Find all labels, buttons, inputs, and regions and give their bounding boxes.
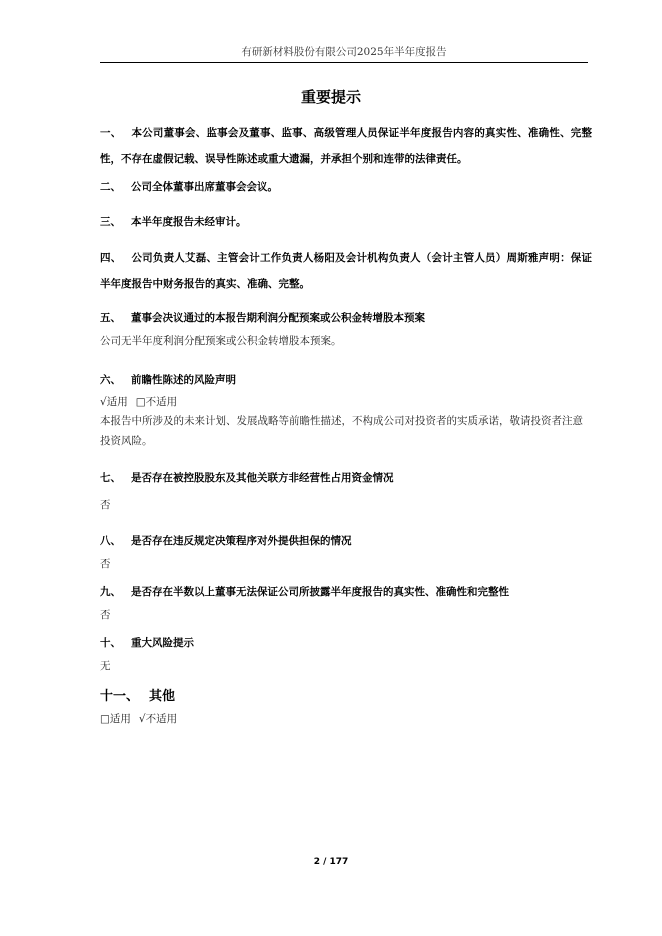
section-number: 四、 xyxy=(100,252,122,264)
header-divider xyxy=(100,62,588,63)
section-body: 否 xyxy=(100,558,111,570)
section-number: 二、 xyxy=(100,181,121,193)
section-text: 其他 xyxy=(149,689,176,704)
applicability-options xyxy=(100,393,592,411)
section-number: 十、 xyxy=(100,637,121,649)
page-title: 重要提示 xyxy=(300,88,361,106)
option-applicable: √适用 xyxy=(100,396,128,408)
section-text: 董事会决议通过的本报告期利润分配预案或公积金转增股本预案 xyxy=(131,312,425,324)
section-2 xyxy=(100,174,592,200)
section-body: 本报告中所涉及的未来计划、发展战略等前瞻性描述，不构成公司对投资者的实质承诺，敬请投资者注意投资风险。 xyxy=(100,415,583,447)
section-text: 是否存在违反规定决策程序对外提供担保的情况 xyxy=(131,535,352,547)
section-10 xyxy=(100,630,592,676)
section-number: 三、 xyxy=(100,216,121,228)
page-number: 2 / 177 xyxy=(313,857,349,867)
section-text: 是否存在被控股股东及其他关联方非经营性占用资金情况 xyxy=(131,472,394,484)
section-text: 前瞻性陈述的风险声明 xyxy=(131,374,236,386)
section-number: 九、 xyxy=(100,586,121,598)
section-number: 六、 xyxy=(100,374,121,386)
section-text: 本半年度报告未经审计。 xyxy=(131,216,247,228)
section-body: 无 xyxy=(100,660,111,672)
section-4 xyxy=(100,245,592,297)
section-number: 五、 xyxy=(100,312,121,324)
option-not-applicable: □不适用 xyxy=(135,396,178,408)
section-9 xyxy=(100,579,592,625)
section-1 xyxy=(100,120,592,172)
section-5 xyxy=(100,305,592,351)
section-3 xyxy=(100,209,592,235)
running-header: 有研新材料股份有限公司2025年半年度报告 xyxy=(241,46,447,58)
section-text: 公司负责人艾磊、主管会计工作负责人杨阳及会计机构负责人（会计主管人员）周斯雅声明：保证半年度报告中财务报告的真实、准确、完整。 xyxy=(100,252,593,290)
section-number: 一、 xyxy=(100,127,122,139)
section-6 xyxy=(100,367,592,451)
section-body: 否 xyxy=(100,499,111,511)
section-text: 公司全体董事出席董事会会议。 xyxy=(131,181,278,193)
section-text: 重大风险提示 xyxy=(131,637,194,649)
applicability-options xyxy=(100,710,592,728)
section-number: 七、 xyxy=(100,472,121,484)
option-not-applicable: √不适用 xyxy=(138,713,178,725)
section-11 xyxy=(100,684,592,728)
section-7 xyxy=(100,465,592,515)
section-text: 是否存在半数以上董事无法保证公司所披露半年度报告的真实性、准确性和完整性 xyxy=(131,586,509,598)
section-body: 公司无半年度利润分配预案或公积金转增股本预案。 xyxy=(100,335,342,347)
section-8 xyxy=(100,528,592,574)
section-number: 八、 xyxy=(100,535,121,547)
section-body: 否 xyxy=(100,609,111,621)
option-applicable: □适用 xyxy=(100,713,131,725)
section-text: 本公司董事会、监事会及董事、监事、高级管理人员保证半年度报告内容的真实性、准确性、完整性，不存在虚假记载、误导性陈述或重大遗漏，并承担个别和连带的法律责任。 xyxy=(100,127,593,165)
section-number: 十一、 xyxy=(100,689,140,704)
